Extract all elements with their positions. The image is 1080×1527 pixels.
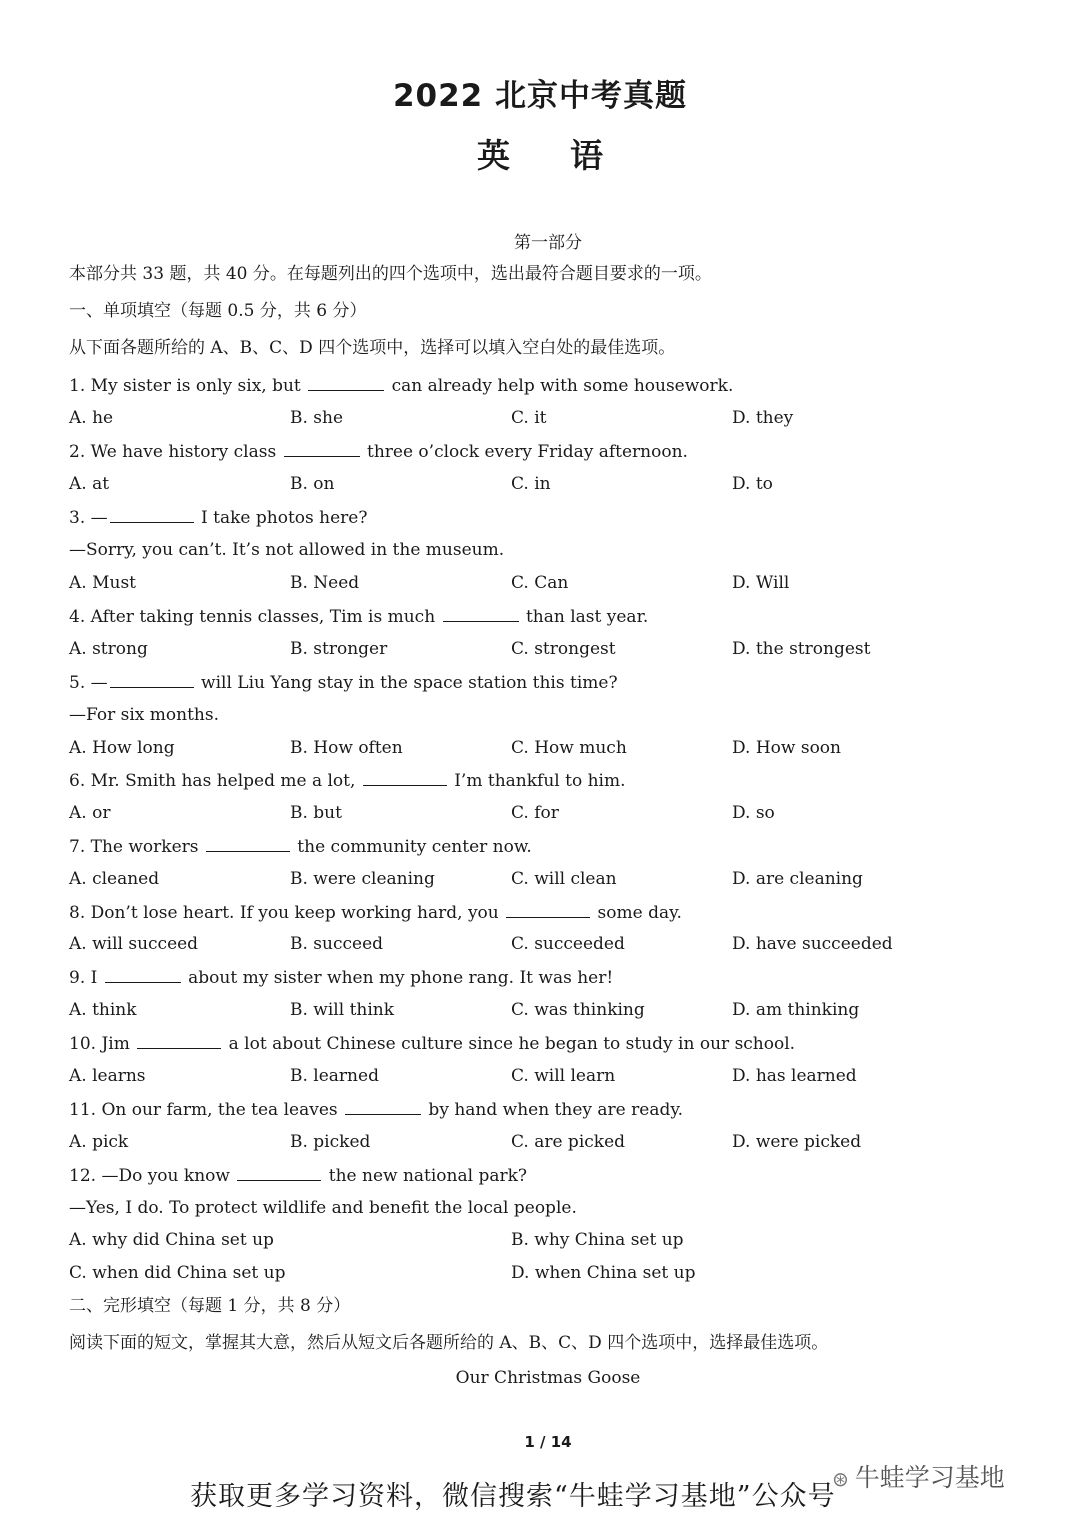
answer-blank — [443, 605, 519, 622]
option-a: A. pick — [69, 1132, 129, 1152]
option-c: C. will clean — [511, 869, 617, 889]
option-b: B. How often — [290, 738, 403, 758]
watermark-text: 牛蛙学习基地 — [854, 1463, 1005, 1492]
question-stem: 12. —Do you know the new national park? — [69, 1166, 528, 1186]
option-b: B. why China set up — [511, 1230, 684, 1250]
question-stem: 1. My sister is only six, but can already help with some housework. — [69, 376, 734, 396]
option-a: A. at — [69, 474, 110, 494]
option-row — [69, 638, 989, 660]
section1-heading: 一、单项填空（每题 0.5 分，共 6 分） — [69, 301, 367, 321]
option-b: B. but — [290, 803, 342, 823]
option-b: B. Need — [290, 573, 360, 593]
page-number: 1 / 14 — [524, 1433, 572, 1451]
answer-blank — [110, 506, 194, 523]
option-c: C. How much — [511, 738, 627, 758]
option-row — [69, 1065, 989, 1087]
option-d: D. have succeeded — [732, 934, 893, 954]
section1-instruction: 从下面各题所给的 A、B、C、D 四个选项中，选择可以填入空白处的最佳选项。 — [69, 338, 676, 358]
question-stem: 3. — I take photos here? — [69, 508, 368, 528]
option-row — [69, 1229, 989, 1251]
option-d: D. How soon — [732, 738, 841, 758]
answer-blank — [110, 671, 194, 688]
answer-blank — [206, 835, 290, 852]
option-d: D. so — [732, 803, 775, 823]
option-b: B. will think — [290, 1000, 395, 1020]
option-a: A. why did China set up — [69, 1230, 274, 1250]
answer-blank — [345, 1098, 421, 1115]
question-stem: 6. Mr. Smith has helped me a lot, I’m thankful to him. — [69, 771, 626, 791]
option-row — [69, 737, 989, 759]
option-b: B. were cleaning — [290, 869, 435, 889]
subject-title: 英语 — [477, 136, 663, 175]
option-row — [69, 868, 989, 890]
watermark — [832, 1458, 1005, 1494]
option-d: D. they — [732, 408, 794, 428]
option-b: B. learned — [290, 1066, 379, 1086]
option-a: A. Must — [69, 573, 136, 593]
question-reply: —Yes, I do. To protect wildlife and benefit the local people. — [69, 1198, 577, 1218]
wechat-icon: ⊛ — [832, 1467, 849, 1491]
section2-heading: 二、完形填空（每题 1 分，共 8 分） — [69, 1296, 351, 1316]
option-row — [69, 1131, 989, 1153]
question-stem: 2. We have history class three o’clock every Friday afternoon. — [69, 442, 688, 462]
option-d: D. Will — [732, 573, 790, 593]
option-row — [69, 473, 989, 495]
question-reply: —Sorry, you can’t. It’s not allowed in the museum. — [69, 540, 505, 560]
question-stem: 5. — will Liu Yang stay in the space station this time? — [69, 673, 618, 693]
option-b: B. succeed — [290, 934, 384, 954]
answer-blank — [105, 966, 181, 983]
option-row — [69, 802, 989, 824]
answer-blank — [363, 769, 447, 786]
option-a: A. he — [69, 408, 114, 428]
option-c: C. are picked — [511, 1132, 626, 1152]
answer-blank — [284, 440, 360, 457]
answer-blank — [237, 1164, 321, 1181]
option-c: C. strongest — [511, 639, 616, 659]
option-b: B. she — [290, 408, 344, 428]
part-intro: 本部分共 33 题，共 40 分。在每题列出的四个选项中，选出最符合题目要求的一项。 — [69, 264, 712, 284]
option-a: A. learns — [69, 1066, 146, 1086]
part-title: 第一部分 — [514, 233, 582, 253]
question-stem: 11. On our farm, the tea leaves by hand when they are ready. — [69, 1100, 684, 1120]
option-row — [69, 1262, 989, 1284]
answer-blank — [137, 1032, 221, 1049]
question-stem: 9. I about my sister when my phone rang. It was her! — [69, 968, 614, 988]
option-b: B. stronger — [290, 639, 388, 659]
footer-promo: 获取更多学习资料，微信搜索“牛蛙学习基地”公众号 — [190, 1481, 836, 1512]
option-d: D. the strongest — [732, 639, 871, 659]
option-a: A. or — [69, 803, 111, 823]
passage-title: Our Christmas Goose — [455, 1368, 641, 1388]
option-c: C. in — [511, 474, 551, 494]
question-stem: 8. Don’t lose heart. If you keep working hard, you some day. — [69, 903, 682, 923]
option-c: C. it — [511, 408, 547, 428]
option-d: D. were picked — [732, 1132, 862, 1152]
option-c: C. will learn — [511, 1066, 616, 1086]
question-stem: 10. Jim a lot about Chinese culture since he began to study in our school. — [69, 1034, 796, 1054]
option-a: A. strong — [69, 639, 148, 659]
option-b: B. on — [290, 474, 335, 494]
answer-blank — [506, 901, 590, 918]
option-row — [69, 407, 989, 429]
option-d: D. when China set up — [511, 1263, 696, 1283]
option-c: C. for — [511, 803, 559, 823]
answer-blank — [308, 374, 384, 391]
question-stem: 7. The workers the community center now. — [69, 837, 532, 857]
exam-title: 2022 北京中考真题 — [392, 78, 688, 114]
option-a: A. How long — [69, 738, 175, 758]
section2-instruction: 阅读下面的短文，掌握其大意，然后从短文后各题所给的 A、B、C、D 四个选项中，选择最佳选项。 — [69, 1333, 829, 1353]
option-d: D. to — [732, 474, 773, 494]
question-stem: 4. After taking tennis classes, Tim is much than last year. — [69, 607, 649, 627]
option-row — [69, 999, 989, 1021]
option-c: C. Can — [511, 573, 569, 593]
option-row — [69, 572, 989, 594]
option-a: A. will succeed — [69, 934, 199, 954]
option-b: B. picked — [290, 1132, 371, 1152]
option-d: D. has learned — [732, 1066, 857, 1086]
question-reply: —For six months. — [69, 705, 219, 725]
option-d: D. am thinking — [732, 1000, 860, 1020]
option-d: D. are cleaning — [732, 869, 863, 889]
option-a: A. cleaned — [69, 869, 160, 889]
option-c: C. when did China set up — [69, 1263, 286, 1283]
option-a: A. think — [69, 1000, 137, 1020]
option-c: C. was thinking — [511, 1000, 645, 1020]
option-c: C. succeeded — [511, 934, 625, 954]
option-row — [69, 933, 989, 955]
